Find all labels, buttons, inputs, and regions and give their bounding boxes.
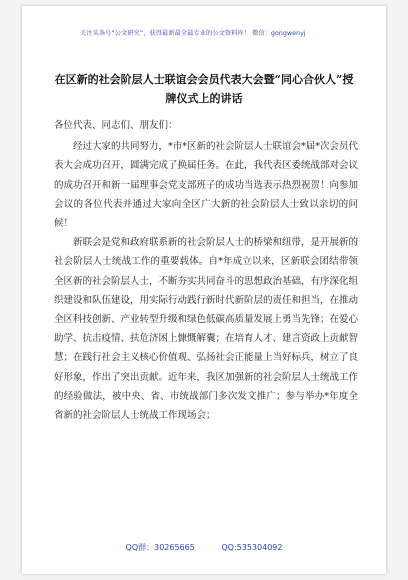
speech-body [54, 116, 358, 425]
document-page [22, 6, 386, 574]
greeting: 各位代表、同志们、朋友们： [54, 120, 178, 131]
qq-number-text: QQ:535304092 [221, 543, 283, 552]
paragraph: 经过大家的共同努力，*市*区新的社会阶层人士联谊会*届*次会员代表大会成功召开，圆满完成了换届任务。在此，我代表区委统战部对会议的成功召开和新一届理事会党支部班子的成功当选表示热烈祝贺！向参加会议的各位代表并通过大家向全区广大新的社会阶层人士致以亲切的问候！ [54, 141, 359, 230]
footer-contact [22, 542, 386, 553]
header-promo-note: 关注头条号“公文研究”，获得最新最全最专业的公文资料库！ 微信：gongwenyj [80, 30, 306, 37]
qq-group-text: QQ群：30265665 [125, 543, 195, 552]
paragraph: 新联会是党和政府联系新的社会阶层人士的桥梁和纽带，是开展新的社会阶层人士统战工作的重要载体。自*年成立以来，区新联会团结带领全区新的社会阶层人士，不断夯实共同奋斗的思想政治基础，有序深化组织建设和队伍建设，用实际行动践行新时代新阶层的责任和担当，在推动全区科技创新、产业转型升级和绿色低碳高质量发展上勇当先锋；在爱心助学、抗击疫情、扶危济困上慷慨解囊；在培育人才、建言资政上贡献智慧；在践行社会主义核心价值观、弘扬社会正能量上当好标兵，树立了良好形象，作出了突出贡献。近年来，我区加强新的社会阶层人士统战工作的经验做法，被中央、省、市统战部门多次发文推广；参与举办*年度全省新的社会阶层人士统战工作现场会； [54, 237, 359, 422]
page-title: 在区新的社会阶层人士联谊会会员代表大会暨“同心合伙人”授牌仪式上的讲话 [54, 73, 354, 105]
